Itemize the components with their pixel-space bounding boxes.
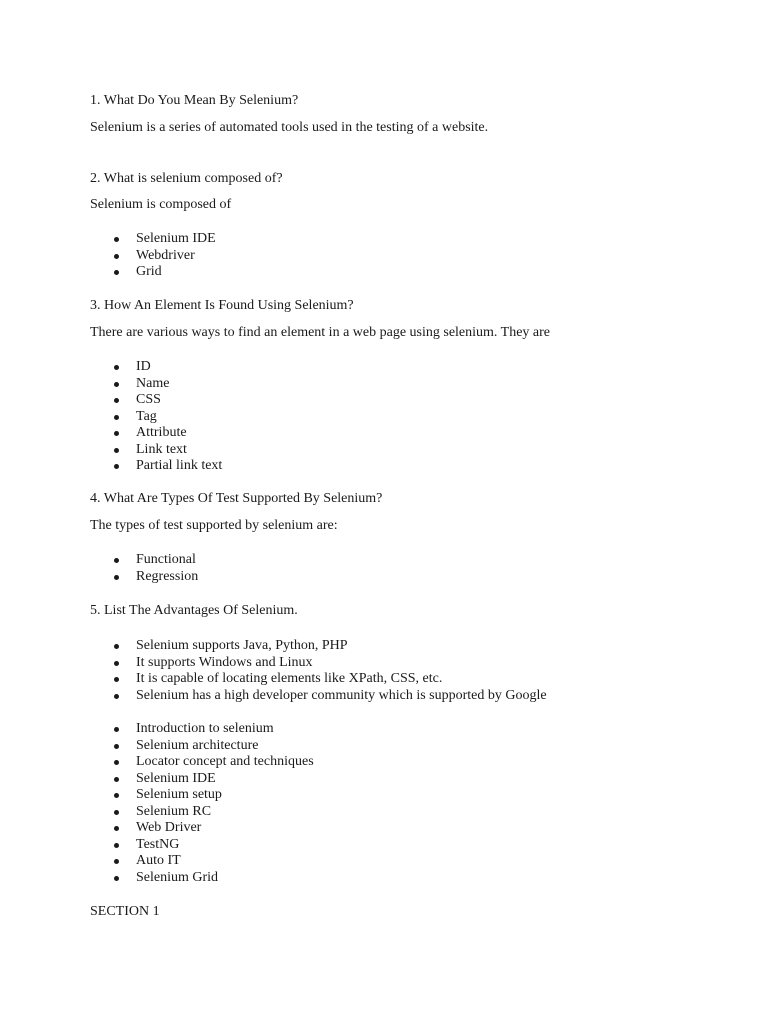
bullet-icon	[114, 575, 119, 580]
list-item: Name	[90, 376, 222, 393]
list-item: Tag	[90, 409, 222, 426]
topics-list	[90, 721, 314, 886]
list-item: It supports Windows and Linux	[90, 655, 547, 672]
list-item: Selenium architecture	[90, 738, 314, 755]
bullet-icon	[114, 415, 119, 420]
list-item: Selenium setup	[90, 787, 314, 804]
list-item: Selenium IDE	[90, 231, 216, 248]
bullet-icon	[114, 558, 119, 563]
list-item: Partial link text	[90, 458, 222, 475]
bullet-icon	[114, 448, 119, 453]
bullet-icon	[114, 661, 119, 666]
list-item: Auto IT	[90, 853, 314, 870]
question-4-answer: The types of test supported by selenium are:	[90, 518, 338, 533]
bullet-icon	[114, 793, 119, 798]
question-2-answer: Selenium is composed of	[90, 197, 232, 212]
bullet-icon	[114, 760, 119, 765]
bullet-icon	[114, 810, 119, 815]
list-item: Locator concept and techniques	[90, 754, 314, 771]
list-item: Introduction to selenium	[90, 721, 314, 738]
bullet-icon	[114, 237, 119, 242]
bullet-icon	[114, 644, 119, 649]
list-item: Selenium RC	[90, 804, 314, 821]
list-item: Selenium supports Java, Python, PHP	[90, 638, 547, 655]
list-item: Link text	[90, 442, 222, 459]
list-item: Selenium Grid	[90, 870, 314, 887]
bullet-icon	[114, 826, 119, 831]
bullet-icon	[114, 777, 119, 782]
question-1-heading: 1. What Do You Mean By Selenium?	[90, 93, 299, 108]
list-item: CSS	[90, 392, 222, 409]
list-item: Web Driver	[90, 820, 314, 837]
bullet-icon	[114, 365, 119, 370]
section-heading: SECTION 1	[90, 904, 160, 919]
bullet-icon	[114, 744, 119, 749]
bullet-icon	[114, 843, 119, 848]
list-item: Grid	[90, 264, 216, 281]
bullet-icon	[114, 859, 119, 864]
bullet-icon	[114, 431, 119, 436]
question-5-heading: 5. List The Advantages Of Selenium.	[90, 603, 298, 618]
bullet-icon	[114, 270, 119, 275]
list-item: Regression	[90, 569, 198, 586]
bullet-icon	[114, 677, 119, 682]
question-4-list	[90, 552, 198, 585]
list-item: Attribute	[90, 425, 222, 442]
question-4-heading: 4. What Are Types Of Test Supported By Selenium?	[90, 491, 383, 506]
question-2-heading: 2. What is selenium composed of?	[90, 171, 283, 186]
question-1-answer: Selenium is a series of automated tools used in the testing of a website.	[90, 120, 489, 135]
list-item: TestNG	[90, 837, 314, 854]
question-3-list	[90, 359, 222, 475]
list-item: Functional	[90, 552, 198, 569]
bullet-icon	[114, 382, 119, 387]
question-2-list	[90, 231, 216, 281]
bullet-icon	[114, 876, 119, 881]
list-item: Selenium has a high developer community which is supported by Google	[90, 688, 547, 705]
bullet-icon	[114, 694, 119, 699]
question-3-heading: 3. How An Element Is Found Using Selenium?	[90, 298, 354, 313]
question-3-answer: There are various ways to find an element in a web page using selenium. They are	[90, 325, 551, 340]
list-item: Selenium IDE	[90, 771, 314, 788]
bullet-icon	[114, 727, 119, 732]
bullet-icon	[114, 398, 119, 403]
list-item: Webdriver	[90, 248, 216, 265]
bullet-icon	[114, 254, 119, 259]
list-item: ID	[90, 359, 222, 376]
list-item: It is capable of locating elements like XPath, CSS, etc.	[90, 671, 547, 688]
question-5-list	[90, 638, 547, 704]
bullet-icon	[114, 464, 119, 469]
